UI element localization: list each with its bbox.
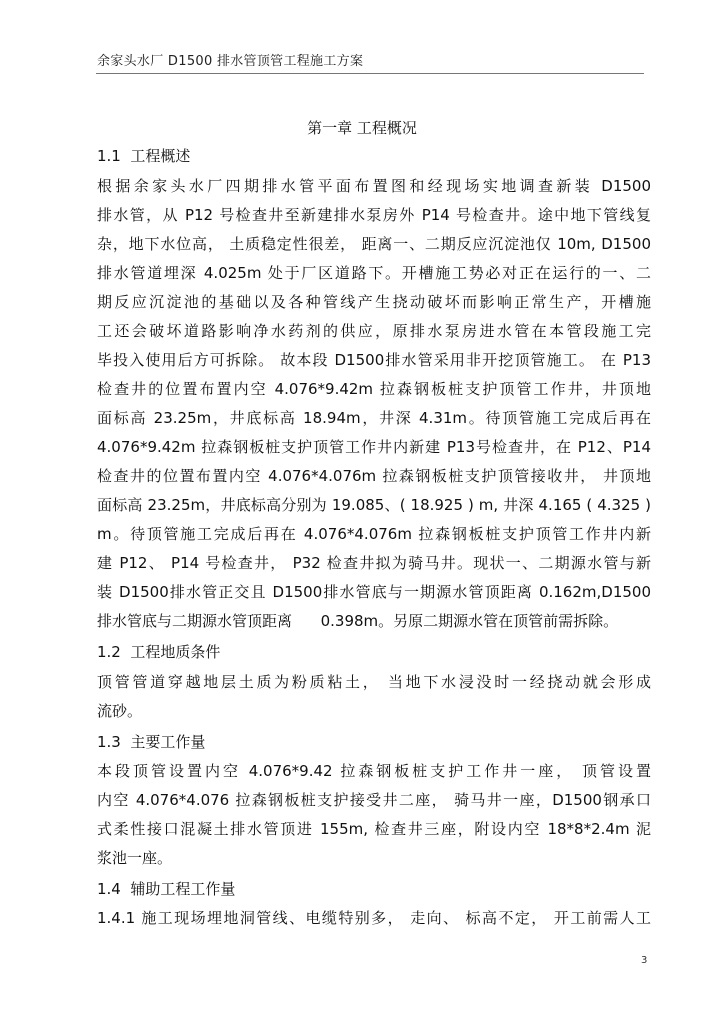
body-line: 检查井的位置布置内空 4.076*9.42m 拉森钢板桩支护顶管工作井，井顶地 [97, 380, 651, 398]
body-line: 排水管底与二期源水管顶距离 0.398m。另原二期源水管在顶管前需拆除。 [97, 612, 619, 630]
body-line: 流砂。 [97, 702, 143, 720]
body-line: 1.4 辅助工程工作量 [97, 880, 236, 898]
body-line: 面标高 23.25m，井底标高 18.94m，井深 4.31m。待顶管施工完成后再在 [97, 409, 651, 427]
body-line: 排水管道埋深 4.025m 处于厂区道路下。开槽施工势必对正在运行的一、二 [97, 264, 651, 282]
body-line: m。待顶管施工完成后再在 4.076*4.076m 拉森钢板桩支护顶管工作井内新 [97, 525, 651, 543]
body-line: 内空 4.076*4.076 拉森钢板桩支护接受井二座， 骑马井一座，D1500钢承口 [97, 791, 651, 809]
body-line: 1.2 工程地质条件 [97, 643, 221, 661]
body-line: 1.3 主要工作量 [97, 733, 206, 751]
body-line: 检查井的位置布置内空 4.076*4.076m 拉森钢板桩支护顶管接收井， 井顶地 [97, 467, 651, 485]
body-line: 排水管，从 P12 号检查井至新建排水泵房外 P14 号检查井。途中地下管线复 [97, 206, 651, 224]
body-line: 4.076*9.42m 拉森钢板桩支护顶管工作井内新建 P13号检查井，在 P12、P14 [97, 438, 651, 456]
body-line: 本段顶管设置内空 4.076*9.42 拉森钢板桩支护工作井一座， 顶管设置 [97, 762, 651, 780]
document-header: 余家头水厂 D1500 排水管顶管工程施工方案 [97, 54, 364, 69]
body-line: 杂，地下水位高， 土质稳定性很差， 距离一、二期反应沉淀池仅 10m, D1500 [97, 235, 651, 253]
page-number: 3 [641, 955, 648, 966]
body-line: 1.1 工程概述 [97, 147, 191, 165]
header-divider [96, 73, 644, 74]
body-line: 工还会破坏道路影响净水药剂的供应，原排水泵房进水管在本管段施工完 [97, 322, 651, 340]
body-line: 式柔性接口混凝土排水管顶进 155m, 检查井三座，附设内空 18*8*2.4m 泥 [97, 820, 651, 838]
body-line: 期反应沉淀池的基础以及各种管线产生挠动破坏而影响正常生产，开槽施 [97, 293, 651, 311]
body-line: 顶管管道穿越地层土质为粉质粘土， 当地下水浸没时一经挠动就会形成 [97, 673, 651, 691]
body-line: 毕投入使用后方可拆除。 故本段 D1500排水管采用非开挖顶管施工。 在 P13 [97, 351, 651, 369]
body-line: 建 P12、 P14 号检查井， P32 检查井拟为骑马井。现状一、二期源水管与新 [97, 554, 651, 572]
body-line: 根据余家头水厂四期排水管平面布置图和经现场实地调查新装 D1500 [97, 177, 651, 195]
body-line: 面标高 23.25m，井底标高分别为 19.085、( 18.925 ) m, 井深 4.165 ( 4.325 ) [97, 496, 651, 514]
body-line: 1.4.1 施工现场埋地洞管线、电缆特别多， 走向、 标高不定， 开工前需人工 [97, 909, 651, 927]
chapter-title: 第一章 工程概况 [307, 119, 417, 137]
body-line: 浆池一座。 [97, 849, 173, 867]
body-line: 装 D1500排水管正交且 D1500排水管底与一期源水管顶距离 0.162m,D1500 [97, 583, 651, 601]
